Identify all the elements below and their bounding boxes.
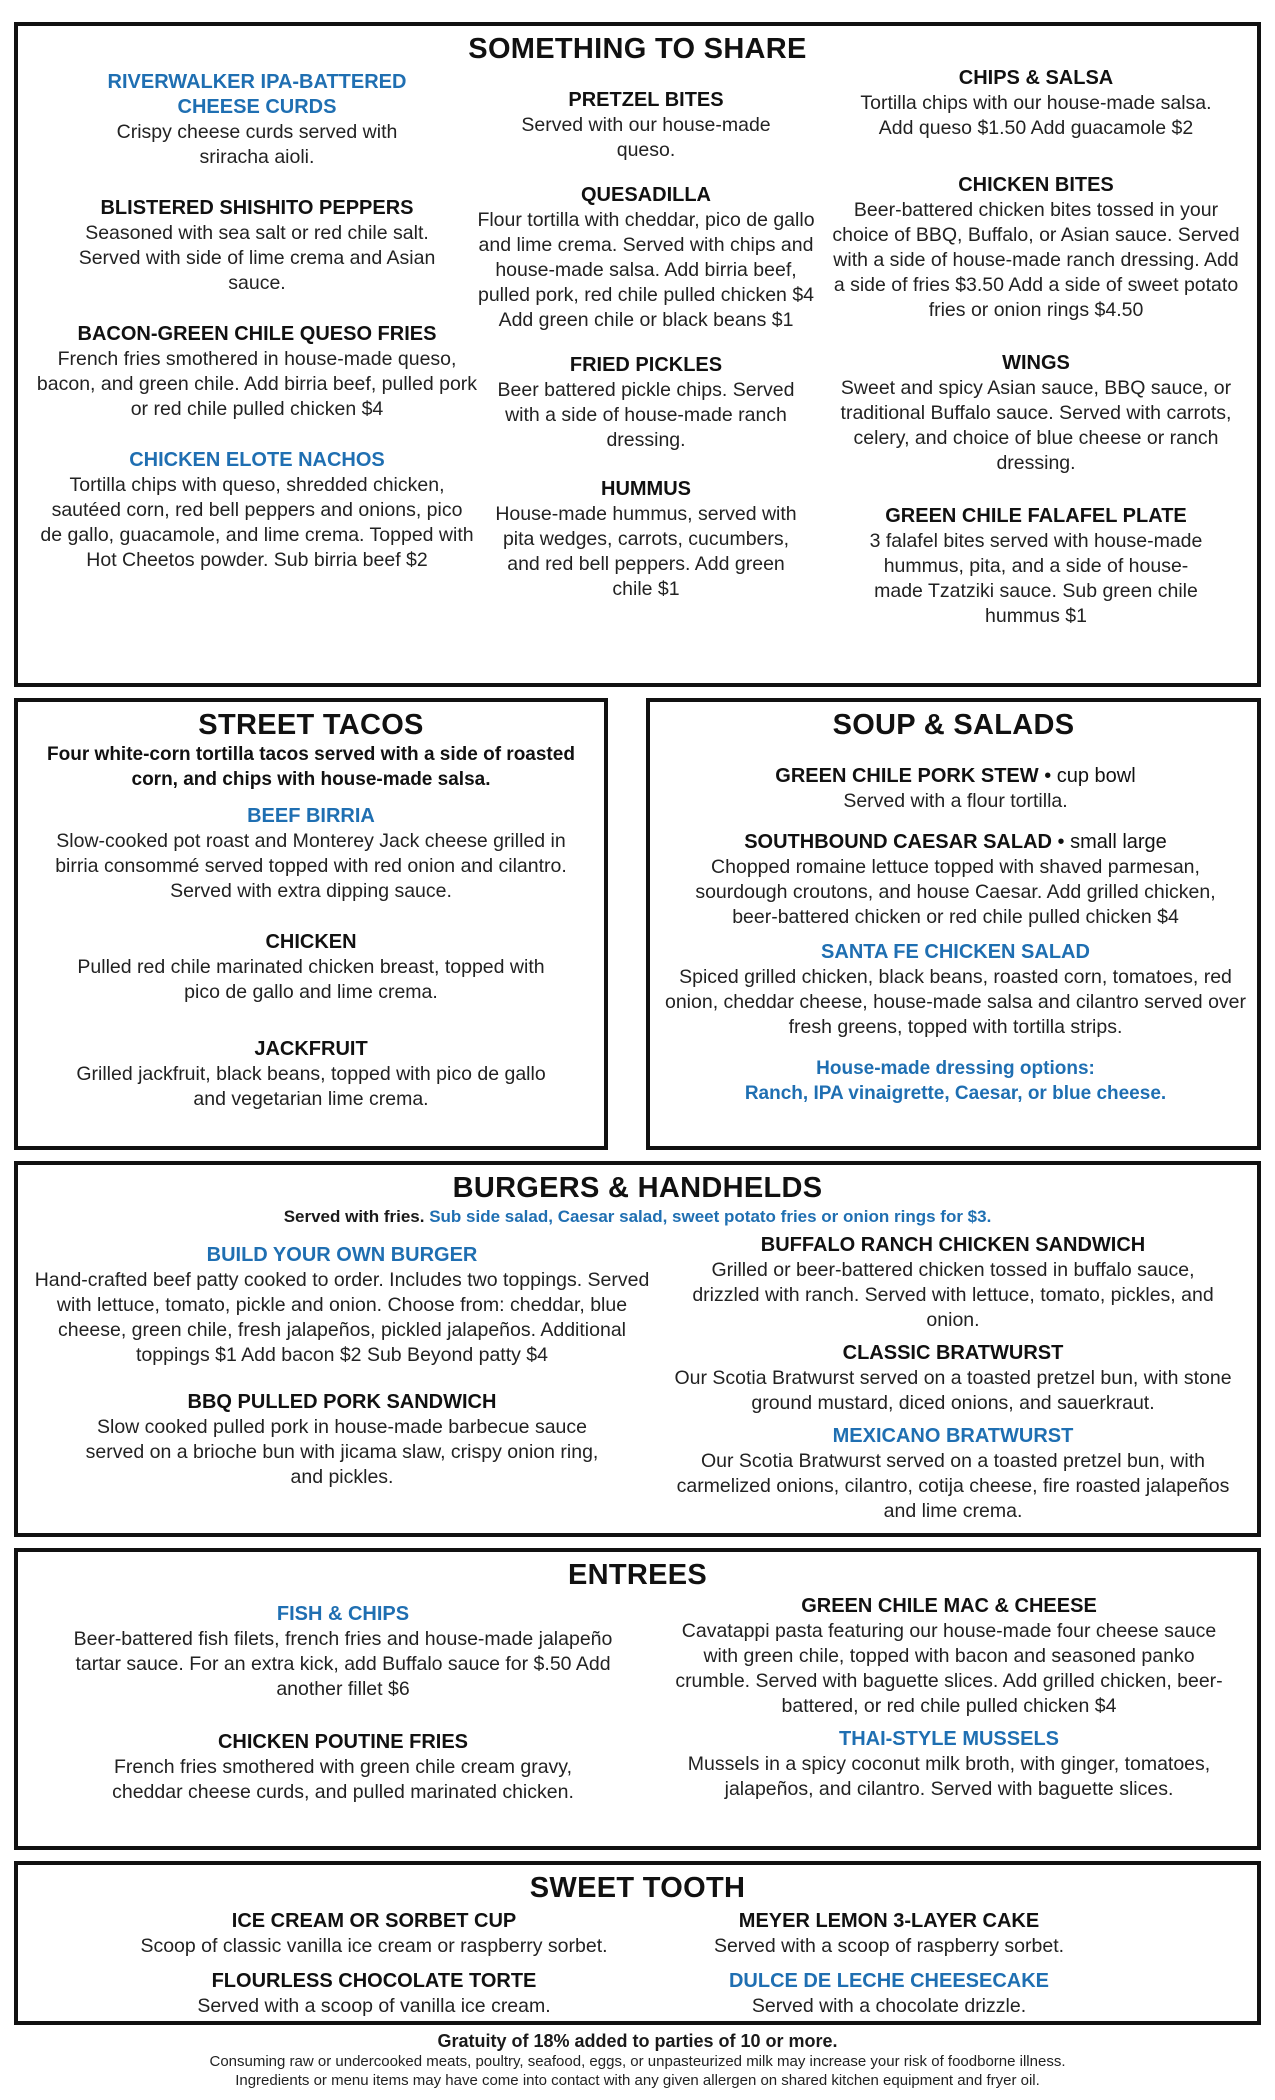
menu-item xyxy=(58,1730,628,1805)
soup-section xyxy=(646,698,1261,1150)
entrees-col-1 xyxy=(58,1602,628,1831)
item-desc: French fries smothered with green chile cream gravy, cheddar cheese curds, and pulled marinated chicken. xyxy=(112,1756,574,1803)
dressing-options-list: Ranch, IPA vinaigrette, Caesar, or blue cheese. xyxy=(744,1083,1167,1104)
item-name: FRIED PICKLES xyxy=(569,354,723,376)
menu-item xyxy=(32,804,590,904)
item-desc: Tortilla chips with queso, shredded chicken, sautéed corn, red bell peppers and onions, pico de gallo, guacamole, and lime crema. Topped with Hot Cheetos powder. Sub birria beef $2 xyxy=(40,474,474,571)
item-name: CLASSIC BRATWURST xyxy=(842,1342,1064,1364)
item-name-text: SOUTHBOUND CAESAR SALAD xyxy=(744,831,1052,853)
item-name: BUFFALO RANCH CHICKEN SANDWICH xyxy=(760,1234,1146,1256)
footer xyxy=(0,2030,1275,2090)
menu-item xyxy=(668,1424,1238,1524)
item-name xyxy=(664,764,1247,789)
item-name: BEEF BIRRIA xyxy=(247,805,375,827)
item-desc: Beer battered pickle chips. Served with a side of house-made ranch dressing. xyxy=(497,379,795,451)
item-desc: Served with a flour tortilla. xyxy=(843,790,1068,812)
item-desc: 3 falafel bites served with house-made hummus, pita, and a side of house-made Tzatziki sauce. Sub green chile hummus $1 xyxy=(869,530,1203,627)
item-name: BBQ PULLED PORK SANDWICH xyxy=(187,1391,497,1413)
menu-item xyxy=(826,173,1246,323)
tacos-title: STREET TACOS xyxy=(198,709,424,741)
dressing-options-label: House-made dressing options: xyxy=(816,1058,1095,1079)
item-desc: Slow cooked pulled pork in house-made barbecue sauce served on a brioche bun with jicama slaw, crispy onion ring, and pickles. xyxy=(85,1416,599,1488)
size-options: • small large xyxy=(1051,831,1167,853)
item-name: WINGS xyxy=(1002,352,1070,374)
item-desc: Flour tortilla with cheddar, pico de gallo and lime crema. Served with chips and house-made salsa. Add birria beef, pulled pork, red chile pulled chicken $4 Add green chile or black beans $1 xyxy=(477,209,815,331)
burgers-subtitle-fries: Served with fries. xyxy=(283,1207,425,1226)
item-desc: Grilled jackfruit, black beans, topped with pico de gallo and vegetarian lime crema. xyxy=(76,1063,546,1110)
menu-item xyxy=(476,477,816,602)
item-name: RIVERWALKER IPA-BATTERED CHEESE CURDS xyxy=(107,71,407,118)
share-section xyxy=(14,22,1261,687)
allergen-warning: Ingredients or menu items may have come into contact with any given allergen on shared kitchen equipment and fryer oil. xyxy=(235,2072,1040,2089)
menu-item xyxy=(476,183,816,333)
item-desc: Chopped romaine lettuce topped with shaved parmesan, sourdough croutons, and house Caesar. Add grilled chicken, beer-battered chicken or red chile pulled chicken $4 xyxy=(695,856,1216,928)
tacos-section xyxy=(14,698,608,1150)
item-desc: Spiced grilled chicken, black beans, roasted corn, tomatoes, red onion, cheddar cheese, house-made salsa and cilantro served over fresh greens, topped with tortilla strips. xyxy=(664,966,1247,1038)
foodborne-illness-warning: Consuming raw or undercooked meats, poultry, seafood, eggs, or unpasteurized milk may increase your risk of foodborne illness. xyxy=(209,2053,1066,2070)
item-name: QUESADILLA xyxy=(581,184,711,206)
item-name: HUMMUS xyxy=(601,478,691,500)
item-name: BACON-GREEN CHILE QUESO FRIES xyxy=(77,323,437,345)
sweet-col-2 xyxy=(664,1909,1114,2019)
menu-item xyxy=(476,353,816,453)
item-name: CHICKEN xyxy=(265,931,357,953)
item-desc: Beer-battered chicken bites tossed in your choice of BBQ, Buffalo, or Asian sauce. Served with a side of house-made ranch dressing. Add a side of fries $3.50 Add a side of sweet potato fries or onion rings $4.50 xyxy=(832,199,1240,321)
gratuity-note: Gratuity of 18% added to parties of 10 or more. xyxy=(437,2031,838,2051)
item-name: MEYER LEMON 3-LAYER CAKE xyxy=(738,1910,1040,1932)
item-name: CHIPS & SALSA xyxy=(958,67,1114,89)
item-name: DULCE DE LECHE CHEESECAKE xyxy=(728,1970,1050,1992)
menu-item xyxy=(58,1602,628,1702)
menu-item xyxy=(826,504,1246,629)
item-desc: Sweet and spicy Asian sauce, BBQ sauce, or traditional Buffalo sauce. Served with carrots, celery, and choice of blue cheese or ranch dressing. xyxy=(840,377,1232,474)
sweet-section xyxy=(14,1861,1261,2025)
share-col-2 xyxy=(476,88,816,628)
share-col-3 xyxy=(826,66,1246,655)
item-name: CHICKEN POUTINE FRIES xyxy=(217,1731,469,1753)
sweet-col-1 xyxy=(114,1909,634,2019)
menu-item xyxy=(668,1341,1238,1416)
item-name: JACKFRUIT xyxy=(254,1038,368,1060)
item-desc: Served with our house-made queso. xyxy=(521,114,771,161)
menu-item xyxy=(32,322,482,422)
item-desc: Hand-crafted beef patty cooked to order. Includes two toppings. Served with lettuce, tomato, pickle and onion. Choose from: cheddar, blue cheese, green chile, fresh jalapeños, pickled jalapeños. Additional toppings $1 Add bacon $2 Sub Beyond patty $4 xyxy=(34,1269,650,1366)
menu-item xyxy=(32,448,482,573)
entrees-col-2 xyxy=(654,1594,1244,1828)
menu-item xyxy=(826,66,1246,141)
soup-title: SOUP & SALADS xyxy=(832,709,1075,741)
menu-item xyxy=(668,1233,1238,1333)
soup-items xyxy=(664,764,1247,1106)
item-name: GREEN CHILE MAC & CHEESE xyxy=(801,1595,1097,1617)
item-desc: Pulled red chile marinated chicken breast, topped with pico de gallo and lime crema. xyxy=(77,956,545,1003)
menu-item xyxy=(654,1727,1244,1802)
menu-item xyxy=(114,1909,634,1959)
item-name: SANTA FE CHICKEN SALAD xyxy=(821,941,1090,963)
item-desc: Our Scotia Bratwurst served on a toasted pretzel bun, with stone ground mustard, diced onions, and sauerkraut. xyxy=(674,1367,1232,1414)
item-name: GREEN CHILE FALAFEL PLATE xyxy=(885,505,1187,527)
tacos-items xyxy=(32,804,590,1138)
item-desc: Slow-cooked pot roast and Monterey Jack cheese grilled in birria consommé served topped with red onion and cilantro. Served with extra dipping sauce. xyxy=(55,830,567,902)
burgers-col-2 xyxy=(668,1233,1238,1524)
entrees-title: ENTREES xyxy=(567,1559,708,1591)
item-desc: Served with a scoop of raspberry sorbet. xyxy=(713,1935,1065,1957)
share-col-1 xyxy=(32,70,482,599)
item-desc: French fries smothered in house-made queso, bacon, and green chile. Add birria beef, pulled pork or red chile pulled chicken $4 xyxy=(36,348,478,420)
item-desc: Our Scotia Bratwurst served on a toasted pretzel bun, with carmelized onions, cilantro, cotija cheese, fire roasted jalapeños and lime crema. xyxy=(676,1450,1230,1522)
burgers-subtitle xyxy=(18,1205,1257,1229)
item-desc: Scoop of classic vanilla ice cream or raspberry sorbet. xyxy=(140,1935,608,1957)
menu-item xyxy=(664,940,1247,1040)
item-name: THAI-STYLE MUSSELS xyxy=(838,1728,1059,1750)
item-desc: Crispy cheese curds served with sriracha aioli. xyxy=(116,121,398,168)
item-name: FLOURLESS CHOCOLATE TORTE xyxy=(211,1970,537,1992)
menu-item xyxy=(32,930,590,1005)
menu-item xyxy=(22,1243,662,1368)
menu-item xyxy=(32,196,482,296)
burgers-subtitle-sub-options: Sub side salad, Caesar salad, sweet potato fries or onion rings for $3. xyxy=(429,1207,992,1226)
item-name: ICE CREAM OR SORBET CUP xyxy=(231,1910,517,1932)
menu-item xyxy=(664,830,1247,930)
menu-item xyxy=(664,1909,1114,1959)
item-desc: Mussels in a spicy coconut milk broth, with ginger, tomatoes, jalapeños, and cilantro. Served with baguette slices. xyxy=(687,1753,1211,1800)
item-name-text: GREEN CHILE PORK STEW xyxy=(775,765,1039,787)
burgers-section xyxy=(14,1161,1261,1537)
size-options: • cup bowl xyxy=(1038,765,1136,787)
menu-item xyxy=(32,1037,590,1112)
item-name xyxy=(664,830,1247,855)
item-desc: Cavatappi pasta featuring our house-made four cheese sauce with green chile, topped with bacon and seasoned panko crumble. Served with baguette slices. Add grilled chicken, beer-battered, or red chile pulled chicken $4 xyxy=(675,1620,1223,1717)
sweet-title: SWEET TOOTH xyxy=(529,1872,746,1904)
item-desc: Seasoned with sea salt or red chile salt. Served with side of lime crema and Asian sauce. xyxy=(78,222,436,294)
item-desc: Served with a scoop of vanilla ice cream. xyxy=(197,1995,551,2017)
tacos-subtitle: Four white-corn tortilla tacos served with a side of roasted corn, and chips with house-made salsa. xyxy=(47,744,575,790)
item-name: MEXICANO BRATWURST xyxy=(832,1425,1074,1447)
burgers-title: BURGERS & HANDHELDS xyxy=(452,1172,823,1204)
share-title: SOMETHING TO SHARE xyxy=(468,33,807,65)
item-desc: Served with a chocolate drizzle. xyxy=(751,1995,1027,2017)
item-name: BLISTERED SHISHITO PEPPERS xyxy=(100,197,414,219)
item-name: CHICKEN ELOTE NACHOS xyxy=(129,449,385,471)
item-desc: Tortilla chips with our house-made salsa. Add queso $1.50 Add guacamole $2 xyxy=(860,92,1212,139)
menu-item xyxy=(826,351,1246,476)
item-desc: Grilled or beer-battered chicken tossed in buffalo sauce, drizzled with ranch. Served with lettuce, tomato, pickles, and onion. xyxy=(692,1259,1214,1331)
burgers-col-1 xyxy=(22,1243,662,1516)
item-name: PRETZEL BITES xyxy=(568,89,724,111)
menu-item xyxy=(22,1390,662,1490)
menu-item xyxy=(114,1969,634,2019)
menu-item xyxy=(664,1969,1114,2019)
menu-item xyxy=(32,70,482,170)
item-desc: Beer-battered fish filets, french fries and house-made jalapeño tartar sauce. For an extra kick, add Buffalo sauce for $.50 Add another fillet $6 xyxy=(73,1628,613,1700)
item-name: FISH & CHIPS xyxy=(276,1603,410,1625)
menu-item xyxy=(476,88,816,163)
item-name: BUILD YOUR OWN BURGER xyxy=(206,1244,478,1266)
item-name: CHICKEN BITES xyxy=(958,174,1114,196)
item-desc: House-made hummus, served with pita wedges, carrots, cucumbers, and red bell peppers. Add green chile $1 xyxy=(495,503,797,600)
menu-item xyxy=(664,764,1247,814)
menu-item xyxy=(654,1594,1244,1719)
entrees-section xyxy=(14,1548,1261,1850)
